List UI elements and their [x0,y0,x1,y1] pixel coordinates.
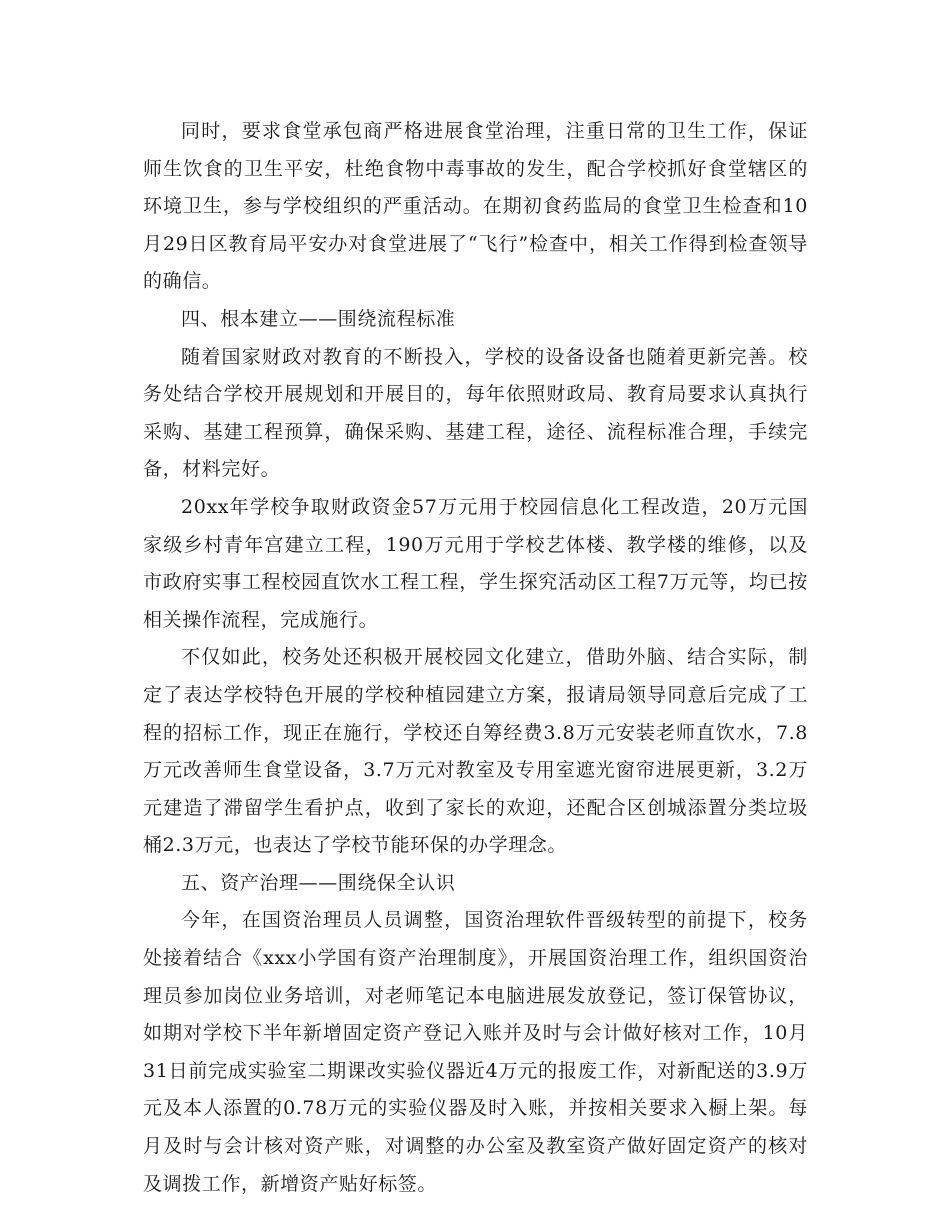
paragraph-campus-culture: 不仅如此，校务处还积极开展校园文化建立，借助外脑、结合实际，制定了表达学校特色开展的学校种植园建立方案，报请局领导同意后完成了工程的招标工作，现正在施行，学校还自筹经费3.8万元安装老师直饮水，7.8万元改善师生食堂设备，3.7万元对教室及专用室遮光窗帘进展更新，3.2万元建造了滞留学生看护点，收到了家长的欢迎，还配合区创城添置分类垃圾桶2.3万元，也表达了学校节能环保的办学理念。 [143,646,808,857]
section-heading-asset-management: 五、资产治理——围绕保全认识 [181,871,456,894]
paragraph-canteen-management: 同时，要求食堂承包商严格进展食堂治理，注重日常的卫生工作，保证师生饮食的卫生平安，杜绝食物中毒事故的发生，配合学校抓好食堂辖区的环境卫生，参与学校组织的严重活动。在期初食药监局的食堂卫生检查和10月29日区教育局平安办对食堂进展了“飞行”检查中，相关工作得到检查领导的确信。 [143,120,808,293]
paragraph-asset-management: 今年，在国资治理员人员调整，国资治理软件晋级转型的前提下，校务处接着结合《xxx小学国有资产治理制度》，开展国资治理工作，组织国资治理员参加岗位业务培训，对老师笔记本电脑进展发放登记，签订保管协议，如期对学校下半年新增固定资产登记入账并及时与会计做好核对工作，10月31日前完成实验室二期课改实验仪器近4万元的报废工作，对新配送的3.9万元及本人添置的0.78万元的实验仪器及时入账，并按相关要求入橱上架。每月及时与会计核对资产账，对调整的办公室及教室资产做好固定资产的核对及调拨工作，新增资产贴好标签。 [143,909,808,1195]
paragraph-financial-funds: 20xx年学校争取财政资金57万元用于校园信息化工程改造，20万元国家级乡村青年宫建立工程，190万元用于学校艺体楼、教学楼的维修，以及市政府实事工程校园直饮水工程工程，学生探究活动区工程7万元等，均已按相关操作流程，完成施行。 [143,495,808,631]
paragraph-equipment-procurement: 随着国家财政对教育的不断投入，学校的设备设备也随着更新完善。校务处结合学校开展规划和开展目的，每年依照财政局、教育局要求认真执行采购、基建工程预算，确保采购、基建工程，途径、流程标准合理，手续完备，材料完好。 [143,345,808,481]
document-body [143,113,808,1203]
section-heading-infrastructure: 四、根本建立——围绕流程标准 [181,307,456,330]
